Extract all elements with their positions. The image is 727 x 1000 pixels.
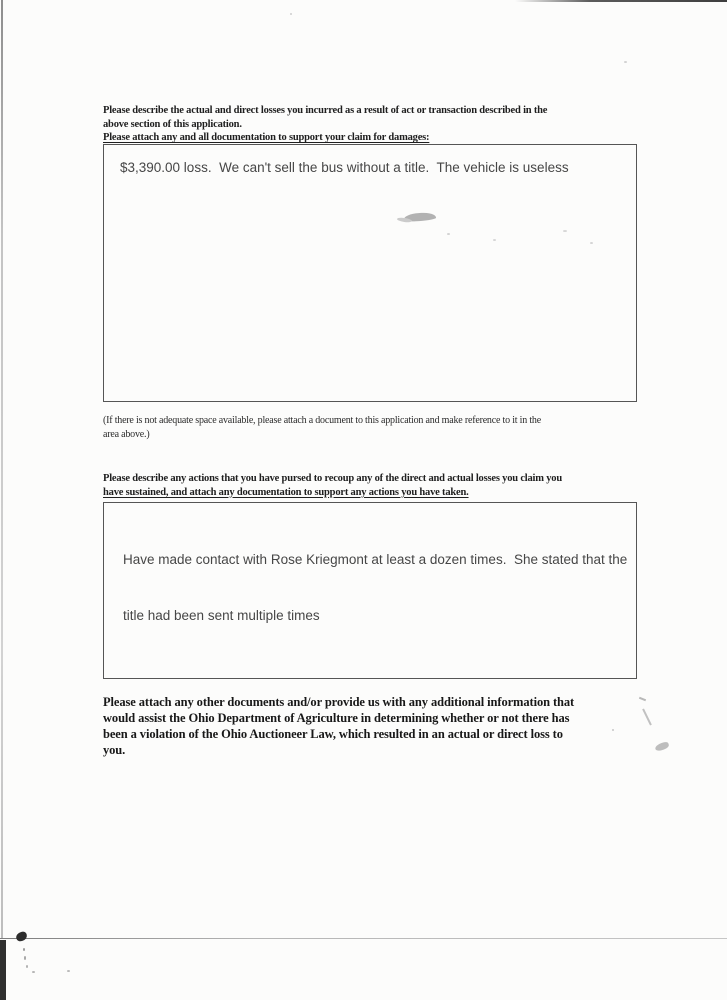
scan-speck: [24, 956, 26, 960]
losses-answer-box: [103, 144, 637, 402]
pencil-mark: [612, 729, 614, 731]
scan-crease-blot: [15, 931, 28, 943]
actions-prompt-line-1: Please describe any actions that you have pursed to recoup any of the direct and actual losses you claim you: [103, 473, 562, 484]
losses-attach-instruction: Please attach any and all documentation to support your claim for damages:: [103, 132, 430, 143]
closing-line-1: Please attach any other documents and/or provide us with any additional information that: [103, 695, 575, 709]
losses-prompt-line-1: Please describe the actual and direct losses you incurred as a result of act or transaction described in the: [103, 105, 548, 116]
scan-speck: [290, 13, 292, 15]
scan-speck: [26, 965, 28, 968]
scan-speck: [590, 242, 593, 244]
actions-prompt: [103, 472, 562, 499]
scan-speck: [624, 61, 627, 63]
actions-answer-line-2: title had been sent multiple times: [123, 607, 320, 623]
closing-line-2: would assist the Ohio Department of Agriculture in determining whether or not there has: [103, 711, 570, 725]
pencil-mark: [642, 708, 652, 725]
overflow-note-line-2: area above.): [103, 429, 150, 440]
actions-answer-text: [104, 503, 636, 662]
losses-answer-text: $3,390.00 loss. We can't sell the bus without a title. The vehicle is useless: [120, 160, 569, 175]
losses-prompt-line-2: above section of this application.: [103, 118, 242, 130]
scan-speck: [23, 948, 25, 951]
closing-line-4: you.: [103, 743, 126, 757]
losses-prompt: [103, 104, 547, 145]
scan-speck: [563, 230, 567, 232]
pencil-mark: [654, 741, 669, 752]
scan-crease-line: [0, 938, 727, 939]
scan-edge-top-line: [515, 0, 727, 2]
scan-speck: [32, 971, 35, 973]
actions-answer-line-1: Have made contact with Rose Kriegmont at least a dozen times. She stated that the: [123, 552, 628, 567]
overflow-note: [103, 414, 541, 442]
scan-corner-shadow: [0, 940, 6, 1000]
overflow-note-line-1: (If there is not adequate space available, please attach a document to this application and make reference to it in the: [103, 415, 541, 426]
actions-prompt-line-2: have sustained, and attach any documentation to support any actions you have taken.: [103, 486, 469, 498]
scan-edge-left-line: [1, 0, 3, 939]
scan-speck: [447, 233, 450, 235]
scan-speck: [67, 970, 70, 972]
scan-speck: [493, 239, 496, 241]
actions-answer-box: [103, 502, 637, 679]
closing-line-3: been a violation of the Ohio Auctioneer Law, which resulted in an actual or direct loss to: [103, 727, 563, 741]
pencil-mark: [639, 697, 646, 701]
closing-paragraph: [103, 694, 574, 758]
